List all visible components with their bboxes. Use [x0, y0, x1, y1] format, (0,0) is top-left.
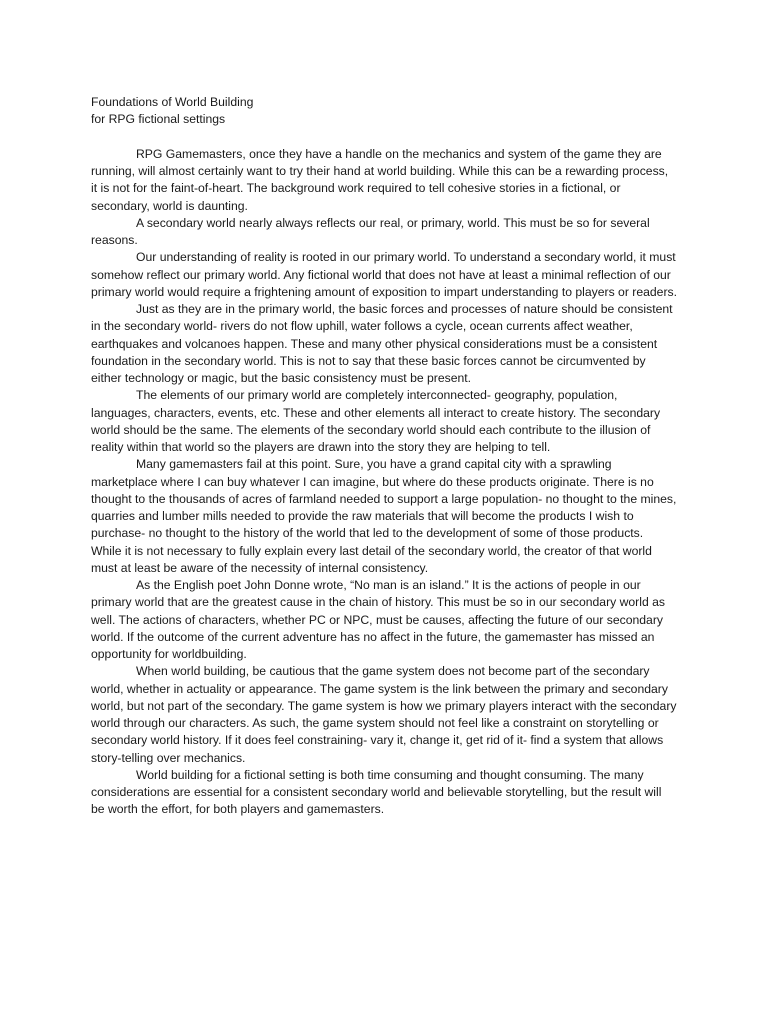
- paragraph: Many gamemasters fail at this point. Sure, you have a grand capital city with a sprawling marketplace where I can buy whatever I can imagine, but where do these products originate. There is no thought to the thousands of acres of farmland needed to support a large population- no thought to the mines, quarries and lumber mills needed to provide the raw materials that will become the products I wish to purchase- no thought to the history of the world that led to the development of some of those products. While it is not necessary to fully explain every last detail of the secondary world, the creator of that world must at least be aware of the necessity of internal consistency.: [91, 457, 677, 575]
- paragraph: Just as they are in the primary world, the basic forces and processes of nature should be consistent in the secondary world- rivers do not flow uphill, water follows a cycle, ocean currents affect weather, earthquakes and volcanoes happen. These and many other physical considerations must be a consistent foundation in the secondary world. This is not to say that these basic forces cannot be circumvented by either technology or magic, but the basic consistency must be present.: [91, 302, 673, 385]
- paragraph: Our understanding of reality is rooted in our primary world. To understand a secondary world, it must somehow reflect our primary world. Any fictional world that does not have at least a minimal reflection of our primary world would require a frightening amount of exposition to impart understanding to players or readers.: [91, 250, 677, 299]
- document-body: [91, 94, 677, 819]
- paragraph: The elements of our primary world are completely interconnected- geography, population, languages, characters, events, etc. These and other elements all interact to create history. The secondary world should be the same. The elements of the secondary world should each contribute to the illusion of reality within that world so the players are drawn into the story they are helping to tell.: [91, 388, 661, 454]
- paragraph: World building for a fictional setting is both time consuming and thought consuming. The many considerations are essential for a consistent secondary world and believable storytelling, but the result will be worth the effort, for both players and gamemasters.: [91, 767, 662, 817]
- document-title: [91, 94, 677, 129]
- title-line-2: for RPG fictional settings: [91, 112, 226, 127]
- paragraph: As the English poet John Donne wrote, “No man is an island.” It is the actions of people in our primary world that are the greatest cause in the chain of history. This must be so in our secondary world as well. The actions of characters, whether PC or NPC, must be causes, affecting the future of our secondary world. If the outcome of the current adventure has no affect in the future, the gamemaster has missed an opportunity for worldbuilding.: [91, 578, 665, 661]
- paragraph: When world building, be cautious that the game system does not become part of the secondary world, whether in actuality or appearance. The game system is the link between the primary and secondary world, but not part of the secondary. The game system is how we primary players interact with the secondary world through our characters. As such, the game system should not feel like a constraint on storytelling or secondary world history. If it does feel constraining- vary it, change it, get rid of it- find a system that allows story-telling over mechanics.: [91, 664, 677, 765]
- title-line-1: Foundations of World Building: [91, 95, 254, 109]
- paragraph: A secondary world nearly always reflects our real, or primary, world. This must be so for several reasons.: [91, 215, 650, 247]
- paragraph: RPG Gamemasters, once they have a handle on the mechanics and system of the game they are running, will almost certainly want to try their hand at world building. While this can be a rewarding process, it is not for the faint-of-heart. The background work required to tell cohesive stories in a fictional, or secondary, world is daunting.: [91, 146, 669, 213]
